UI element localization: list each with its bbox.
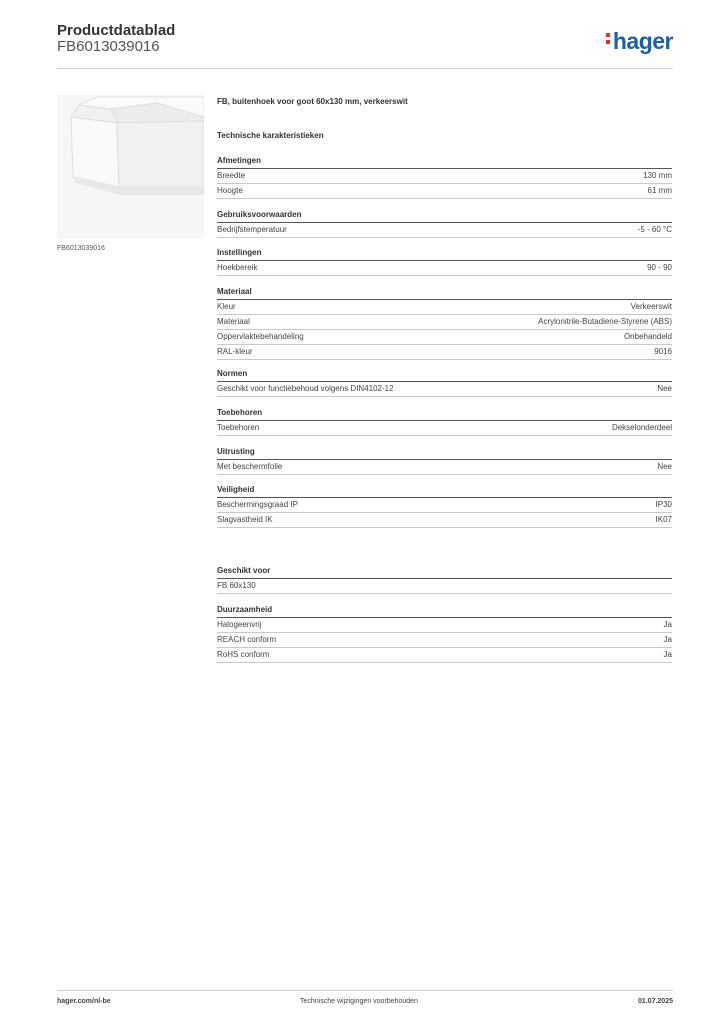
logo-text: hager <box>612 28 673 54</box>
section-veiligheid <box>217 483 672 528</box>
spec-label: Hoogte <box>217 186 243 195</box>
spec-value: 130 mm <box>643 171 672 180</box>
spec-label: FB 60x130 <box>217 581 256 590</box>
product-code: FB6013039016 <box>57 38 160 55</box>
section-afmetingen <box>217 154 672 199</box>
section-uitrusting <box>217 445 672 475</box>
spec-value: Ja <box>663 650 672 659</box>
spec-label: Breedte <box>217 171 246 180</box>
spec-label: Bedrijfstemperatuur <box>217 225 287 234</box>
spec-row <box>217 633 672 648</box>
footer-notice: Technische wijzigingen voorbehouden <box>300 998 418 1005</box>
corner-piece-icon <box>57 95 204 239</box>
spec-value: Nee <box>657 384 672 393</box>
section-instellingen <box>217 246 672 276</box>
spec-label: Materiaal <box>217 317 250 326</box>
spec-row <box>217 498 672 513</box>
spec-row <box>217 579 672 594</box>
spec-row <box>217 223 672 238</box>
spec-label: Geschikt voor functiebehoud volgens DIN4102-12 <box>217 384 394 393</box>
section-title: Veiligheid <box>217 483 672 498</box>
spec-label: Toebehoren <box>217 423 260 432</box>
hager-logo <box>606 28 673 55</box>
spec-label: Beschermingsgraad IP <box>217 500 298 509</box>
spec-value: Ja <box>663 620 672 629</box>
spec-row <box>217 169 672 184</box>
section-materiaal <box>217 285 672 360</box>
section-title: Geschikt voor <box>217 564 672 579</box>
section-duurzaamheid <box>217 603 672 663</box>
section-gebruiksvoorwaarden <box>217 208 672 238</box>
spec-value: IK07 <box>655 515 672 524</box>
spec-row <box>217 513 672 528</box>
spec-row <box>217 184 672 199</box>
spec-row <box>217 460 672 475</box>
section-title: Instellingen <box>217 246 672 261</box>
spec-value: 61 mm <box>647 186 672 195</box>
spec-label: Kleur <box>217 302 236 311</box>
image-caption: FB6013039016 <box>57 245 105 252</box>
header-divider <box>57 68 673 69</box>
spec-value: Onbehandeld <box>623 332 672 341</box>
spec-label: Halogeenvrij <box>217 620 262 629</box>
spec-row <box>217 648 672 663</box>
spec-value: 9016 <box>654 347 672 356</box>
spec-label: RAL-kleur <box>217 347 253 356</box>
spec-row <box>217 261 672 276</box>
page-title: Productdatablad <box>57 22 176 39</box>
section-title: Normen <box>217 367 672 382</box>
spec-label: Met beschermfolie <box>217 462 283 471</box>
footer-website-link[interactable]: hager.com/nl-be <box>57 998 111 1005</box>
spec-value: Dekselonderdeel <box>611 423 672 432</box>
tech-heading: Technische karakteristieken <box>217 131 324 140</box>
section-title: Afmetingen <box>217 154 672 169</box>
section-title: Duurzaamheid <box>217 603 672 618</box>
section-title: Toebehoren <box>217 406 672 421</box>
spec-label: RoHS conform <box>217 650 270 659</box>
footer-divider <box>57 990 673 991</box>
spec-row <box>217 330 672 345</box>
spec-row <box>217 421 672 436</box>
spec-row <box>217 382 672 397</box>
spec-value: 90 - 90 <box>647 263 672 272</box>
section-geschikt-voor <box>217 564 672 594</box>
section-title: Uitrusting <box>217 445 672 460</box>
spec-row <box>217 345 672 360</box>
section-toebehoren <box>217 406 672 436</box>
product-description: FB, buitenhoek voor goot 60x130 mm, verkeerswit <box>217 97 408 106</box>
section-normen <box>217 367 672 397</box>
spec-value: -5 - 60 °C <box>637 225 672 234</box>
spec-value: Ja <box>663 635 672 644</box>
spec-label: Slagvastheid IK <box>217 515 273 524</box>
logo-dots-icon <box>606 30 610 47</box>
spec-label: REACH conform <box>217 635 277 644</box>
spec-row <box>217 300 672 315</box>
spec-value: Verkeerswit <box>630 302 672 311</box>
footer-date: 01.07.2025 <box>637 998 673 1005</box>
spec-value: IP30 <box>655 500 672 509</box>
spec-label: Oppervlaktebehandeling <box>217 332 304 341</box>
spec-value: Nee <box>657 462 672 471</box>
product-image <box>57 95 204 239</box>
spec-value: Acrylonitrile-Butadiene-Styrene (ABS) <box>538 317 672 326</box>
section-title: Materiaal <box>217 285 672 300</box>
spec-row <box>217 315 672 330</box>
section-title: Gebruiksvoorwaarden <box>217 208 672 223</box>
spec-row <box>217 618 672 633</box>
spec-label: Hoekbereik <box>217 263 258 272</box>
